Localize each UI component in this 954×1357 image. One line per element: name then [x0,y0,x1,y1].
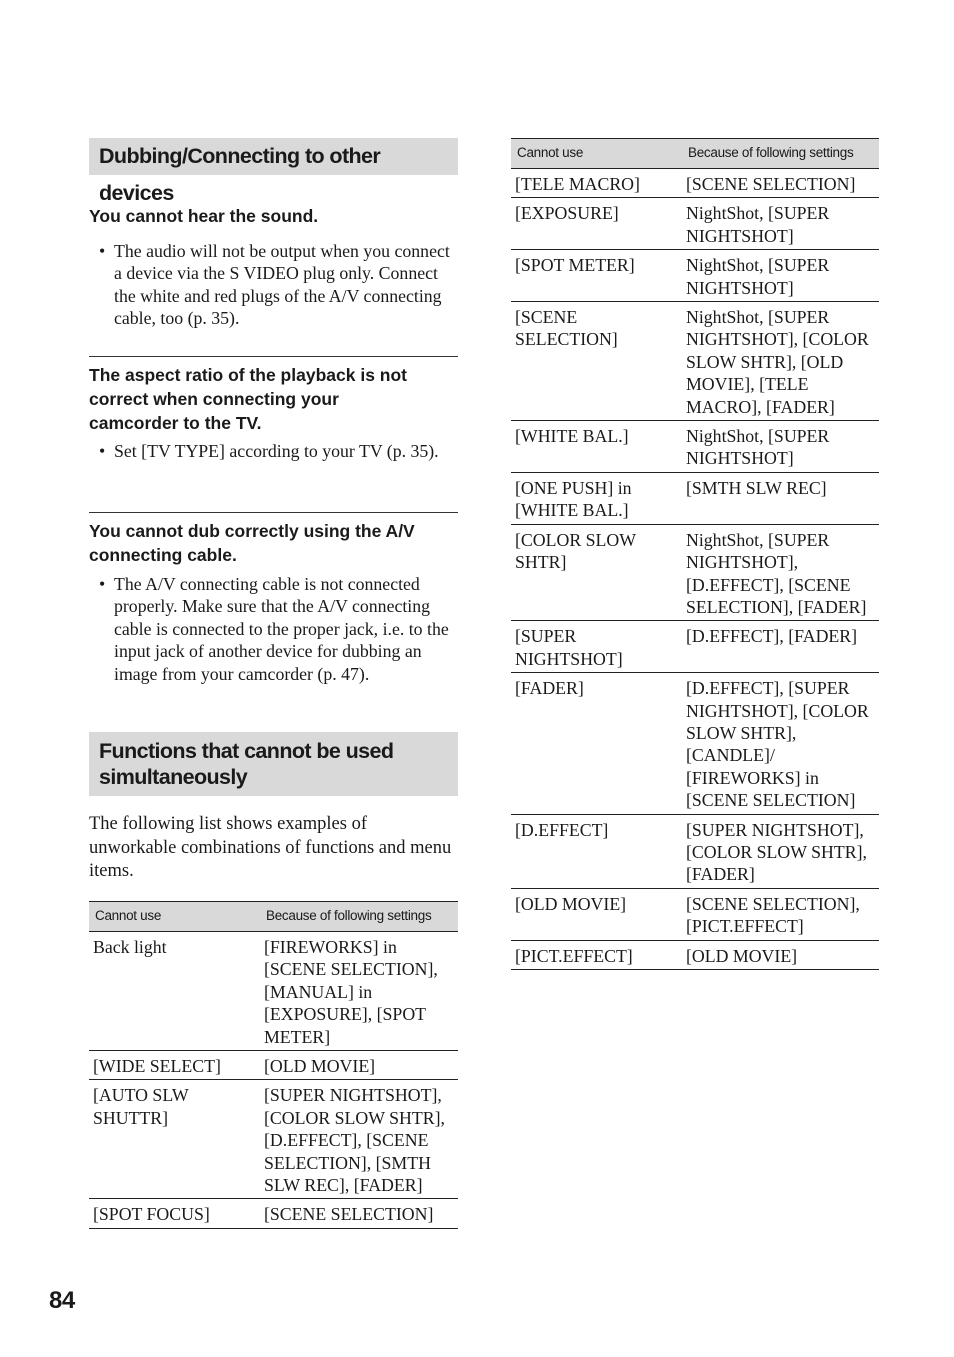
cell-cannot-use: [OLD MOVIE] [511,888,682,940]
cell-cannot-use: [FADER] [511,673,682,814]
section-title-functions: Functions that cannot be used simultaneously [89,732,458,796]
cell-cannot-use: [SCENE SELECTION] [511,302,682,421]
table-row [89,932,458,1051]
cell-cannot-use: Back light [89,932,260,1051]
table-row [511,472,879,524]
cell-because: NightShot, [SUPER NIGHTSHOT], [COLOR SLOW SHTR], [OLD MOVIE], [TELE MACRO], [FADER] [682,302,879,421]
table-row [511,421,879,473]
section-title-dubbing: Dubbing/Connecting to other devices [89,138,458,175]
cell-because: NightShot, [SUPER NIGHTSHOT] [682,421,879,473]
cell-because: [SUPER NIGHTSHOT], [COLOR SLOW SHTR], [FADER] [682,814,879,888]
bullet-text: The A/V connecting cable is not connected properly. Make sure that the A/V connecting cable is connected to the proper jack, i.e. to the input jack of another device for dubbing an image from your camcorder (p. 47). [114,574,449,684]
cell-cannot-use: [WHITE BAL.] [511,421,682,473]
cell-because: [FIREWORKS] in [SCENE SELECTION], [MANUAL] in [EXPOSURE], [SPOT METER] [260,932,458,1051]
table-row [511,169,879,198]
functions-table-right [511,138,879,970]
table-row [511,524,879,621]
cell-because: [SCENE SELECTION] [682,169,879,198]
cell-cannot-use: [WIDE SELECT] [89,1051,260,1080]
table-row [89,1051,458,1080]
cell-cannot-use: [COLOR SLOW SHTR] [511,524,682,621]
question-no-sound: You cannot hear the sound. [89,206,319,226]
cell-because: [SUPER NIGHTSHOT], [COLOR SLOW SHTR], [D.EFFECT], [SCENE SELECTION], [SMTH SLW REC], [FADER] [260,1080,458,1199]
table-row [511,621,879,673]
cell-cannot-use: [SPOT FOCUS] [89,1199,260,1228]
question-dub: You cannot dub correctly using the A/V connecting cable. [89,521,415,565]
table-row [89,1080,458,1199]
cell-because: [SCENE SELECTION], [PICT.EFFECT] [682,888,879,940]
cell-cannot-use: [AUTO SLW SHUTTR] [89,1080,260,1199]
table-row [511,888,879,940]
bullet-dot: • [99,241,106,261]
cell-because: [OLD MOVIE] [260,1051,458,1080]
header-because: Because of following settings [260,902,458,932]
cell-cannot-use: [SPOT METER] [511,250,682,302]
cell-cannot-use: [D.EFFECT] [511,814,682,888]
cell-cannot-use: [ONE PUSH] in [WHITE BAL.] [511,472,682,524]
cell-cannot-use: [PICT.EFFECT] [511,940,682,969]
bullet-aspect-ratio [99,440,459,462]
table-row [511,940,879,969]
header-cannot-use: Cannot use [511,139,682,169]
cell-because: NightShot, [SUPER NIGHTSHOT] [682,198,879,250]
cell-because: [D.EFFECT], [FADER] [682,621,879,673]
header-cannot-use: Cannot use [89,902,260,932]
header-because: Because of following settings [682,139,879,169]
cell-because: [D.EFFECT], [SUPER NIGHTSHOT], [COLOR SLOW SHTR], [CANDLE]/ [FIREWORKS] in [SCENE SELECTION] [682,673,879,814]
cell-because: [SMTH SLW REC] [682,472,879,524]
bullet-text: The audio will not be output when you connect a device via the S VIDEO plug only. Connect the white and red plugs of the A/V connecting cable, too (p. 35). [114,241,450,329]
table-row [511,302,879,421]
bullet-no-sound [99,240,459,330]
cell-because: NightShot, [SUPER NIGHTSHOT] [682,250,879,302]
cell-cannot-use: [EXPOSURE] [511,198,682,250]
table-row [511,673,879,814]
table-row [511,814,879,888]
intro-paragraph: The following list shows examples of unworkable combinations of functions and menu items. [89,814,452,881]
divider [89,356,458,357]
bullet-text: Set [TV TYPE] according to your TV (p. 35). [114,441,439,461]
divider [89,512,458,513]
bullet-dot: • [99,574,106,594]
cell-cannot-use: [TELE MACRO] [511,169,682,198]
bullet-dot: • [99,441,106,461]
cell-because: [SCENE SELECTION] [260,1199,458,1228]
table-row [511,250,879,302]
page-number: 84 [49,1287,75,1314]
bullet-dub [99,573,459,685]
cell-because: [OLD MOVIE] [682,940,879,969]
cell-cannot-use: [SUPER NIGHTSHOT] [511,621,682,673]
cell-because: NightShot, [SUPER NIGHTSHOT], [D.EFFECT], [SCENE SELECTION], [FADER] [682,524,879,621]
functions-table-left [89,901,458,1229]
table-row [511,198,879,250]
question-aspect-ratio: The aspect ratio of the playback is not correct when connecting your camcorder to the TV. [89,365,407,433]
table-row [89,1199,458,1228]
